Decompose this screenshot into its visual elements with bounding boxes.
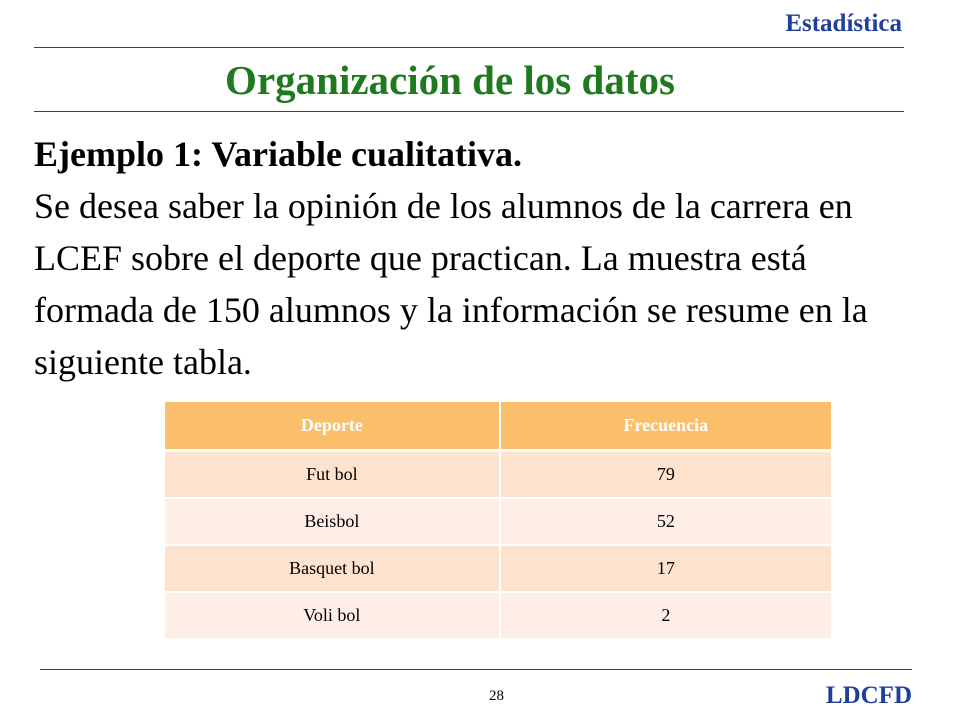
table-row	[165, 451, 831, 499]
column-header-frecuencia: Frecuencia	[500, 402, 831, 451]
header-label: Estadística	[785, 10, 902, 37]
sport-cell: Basquet bol	[165, 545, 500, 592]
footer-label: LDCFD	[825, 682, 912, 709]
example-title: Ejemplo 1: Variable cualitativa.	[34, 134, 522, 174]
page-number: 28	[489, 688, 504, 704]
sport-cell: Beisbol	[165, 498, 500, 545]
frequency-table	[165, 402, 831, 640]
table-header-row	[165, 402, 831, 451]
top-divider	[34, 47, 904, 48]
frequency-cell: 79	[500, 451, 831, 499]
footer-divider	[40, 669, 912, 670]
column-header-deporte: Deporte	[165, 402, 500, 451]
slide-title: Organización de los datos	[225, 57, 675, 103]
example-description: Se desea saber la opinión de los alumnos de la carrera en LCEF sobre el deporte que practican. La muestra está formada de 150 alumnos y la información se resume en la siguiente tabla.	[34, 186, 868, 382]
table-row	[165, 498, 831, 545]
frequency-cell: 2	[500, 592, 831, 639]
frequency-cell: 52	[500, 498, 831, 545]
sport-cell: Voli bol	[165, 592, 500, 639]
table-row	[165, 592, 831, 639]
title-divider	[34, 111, 904, 112]
frequency-cell: 17	[500, 545, 831, 592]
table-row	[165, 545, 831, 592]
sport-cell: Fut bol	[165, 451, 500, 499]
slide-body	[34, 128, 924, 388]
